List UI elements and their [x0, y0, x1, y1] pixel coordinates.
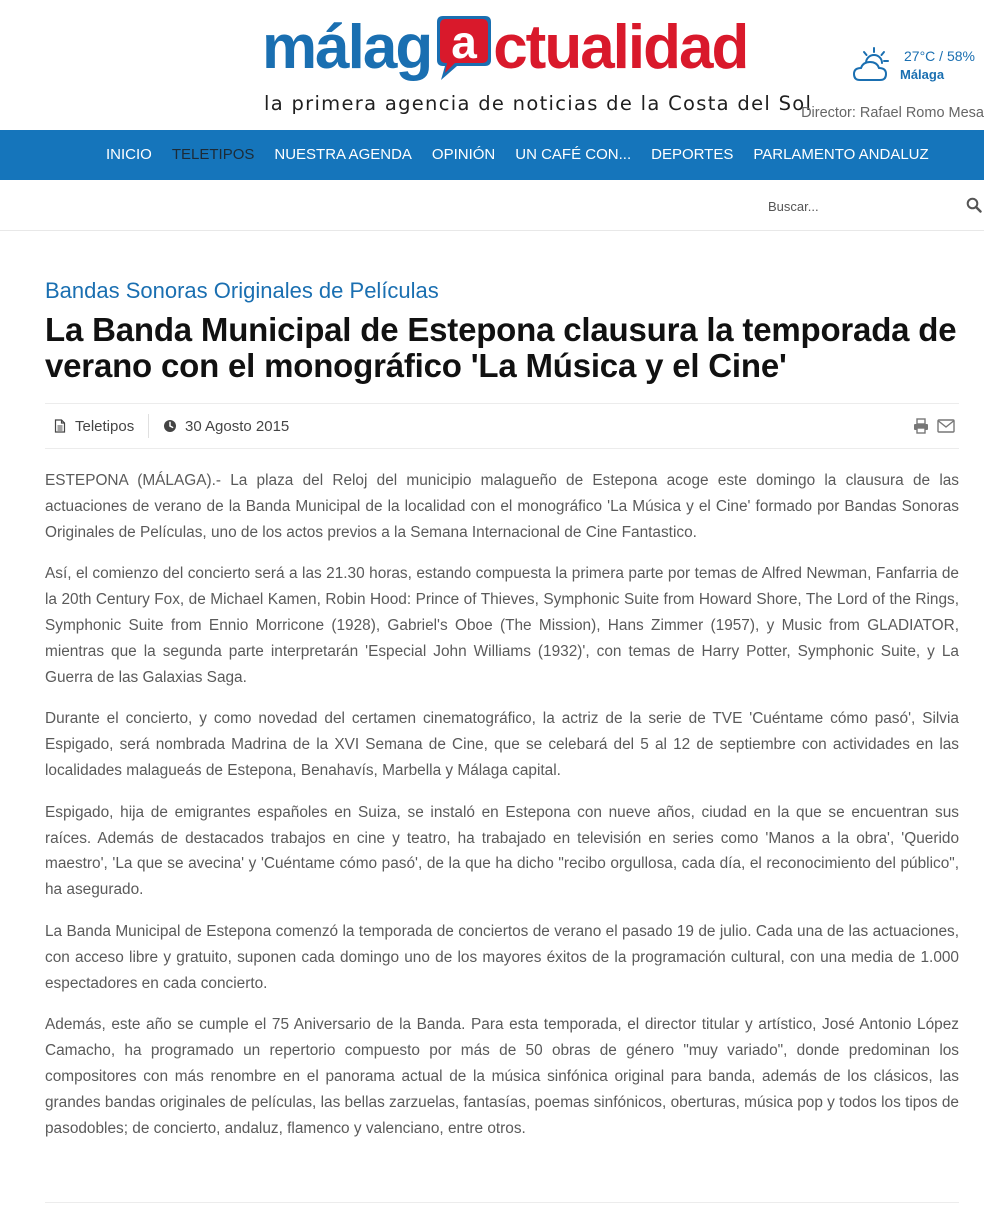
logo-text-actualidad: ctualidad: [493, 13, 748, 82]
nav-list: [96, 130, 939, 180]
article-date-label: 30 Agosto 2015: [185, 417, 290, 435]
print-icon[interactable]: [913, 418, 929, 434]
weather-city: Málaga: [900, 67, 945, 82]
logo-wordmark: [262, 8, 747, 88]
article-paragraph: Durante el concierto, y como novedad del certamen cinematográfico, la actriz de la serie de TVE 'Cuéntame cómo pasó', Silvia Espigado, será nombrada Madrina de la XVI Semana de Cine, que se celebará del 5 al 12 de septiembre con actividades en las localidades malagueás de Estepona, Benahavís, Marbella y Málaga capital.: [45, 710, 959, 779]
weather-temperature: 27°C / 58%: [904, 48, 975, 64]
article-body: [45, 468, 959, 1157]
email-icon[interactable]: [937, 418, 955, 434]
nav-item-deportes[interactable]: DEPORTES: [651, 146, 734, 163]
article-kicker: Bandas Sonoras Originales de Películas: [45, 278, 439, 303]
article-paragraph: ESTEPONA (MÁLAGA).- La plaza del Reloj del municipio malagueño de Estepona acoge este domingo la clausura de las actuaciones de verano de la Banda Municipal de la localidad con el monográfico 'La Música y el Cine' formado por Bandas Sonoras Originales de Películas, uno de los actos previos a la Semana Internacional de Cine Fantastico.: [45, 472, 959, 541]
main-nav: [0, 130, 984, 180]
document-icon: [53, 419, 67, 433]
article-title: La Banda Municipal de Estepona clausura la temporada de verano con el monográfico 'La Música y el Cine': [45, 311, 957, 384]
site-logo[interactable]: [262, 8, 813, 118]
svg-text:a: a: [451, 16, 477, 68]
nav-item-opinion[interactable]: OPINIÓN: [431, 146, 496, 163]
article-category-label: Teletipos: [75, 417, 135, 435]
logo-text-malaga: málag: [262, 13, 432, 82]
nav-item-nuestra-agenda[interactable]: NUESTRA AGENDA: [274, 146, 412, 163]
nav-item-un-cafe-con[interactable]: UN CAFÉ CON...: [515, 146, 632, 163]
nav-item-teletipos[interactable]: TELETIPOS: [171, 146, 255, 163]
article-paragraph: Así, el comienzo del concierto será a las 21.30 horas, estando compuesta la primera parte por temas de Alfred Newman, Fanfarria de la 20th Century Fox, de Michael Kamen, Robin Hood: Prince of Thieves, Symphonic Suite from Howard Shore, The Lord of the Rings, Symphonic Suite from Ennio Morricone (1928), Gabriel's Oboe (The Mission), Hans Zimmer (1957), y Music from GLADIATOR, mientras que la segunda parte interpretarán 'Especial John Williams (1932)', con temas de Harry Potter, Symphonic Suite, y La Guerra de las Galaxias Saga.: [45, 565, 959, 686]
article-meta: [45, 403, 959, 449]
article-paragraph: La Banda Municipal de Estepona comenzó la temporada de conciertos de verano el pasado 19 de julio. Cada una de las actuaciones, con acceso libre y gratuito, suponen cada domingo uno de los mayores éxitos de la programación cultural, con una media de 1.000 espectadores en cada concierto.: [45, 922, 959, 992]
article-paragraph: Además, este año se cumple el 75 Aniversario de la Banda. Para esta temporada, el director titular y artístico, José Antonio López Camacho, ha programado un repertorio compuesto por más de 50 obras de género "muy variado", donde predominan los compositores con más renombre en el panorama actual de la música sinfónica original para banda, además de los clásicos, las grandes bandas originales de películas, las bellas zarzuelas, fantasías, poemas sinfónicos, oberturas, música pop y todos los tipos de pasodobles; de concierto, andaluz, flamenco y valenciano, entre otros.: [45, 1016, 959, 1137]
search-input[interactable]: [760, 193, 960, 219]
cloud-sun-icon: [852, 46, 890, 86]
article-category[interactable]: [53, 404, 134, 448]
nav-item-parlamento-andaluz[interactable]: PARLAMENTO ANDALUZ: [753, 146, 929, 163]
logo-speech-bubble-icon: [431, 12, 493, 84]
nav-item-inicio[interactable]: INICIO: [106, 146, 152, 163]
site-header: [0, 0, 984, 130]
director-credit: Director: Rafael Romo Mesa: [801, 105, 984, 121]
search-icon[interactable]: [966, 197, 982, 213]
site-tagline: la primera agencia de noticias de la Costa del Sol: [264, 92, 813, 115]
clock-icon: [163, 419, 177, 433]
article-date: [163, 404, 289, 448]
weather-widget: [852, 44, 984, 90]
article-bottom-divider: [45, 1202, 959, 1203]
article-paragraph: Espigado, hija de emigrantes españoles en Suiza, se instaló en Estepona con nueve años, ciudad en la que se encuentran sus raíces. Además de destacados trabajos en cine y teatro, ha trabajado en televisión en series como 'Manos a la obra', 'Querido maestro', 'La que se avecina' y 'Cuéntame cómo pasó', de la que ha dicho "recibo orgullosa, cada día, el reconocimiento del público", ha asegurado.: [45, 803, 959, 899]
search-bar: [0, 180, 984, 231]
meta-divider: [148, 414, 149, 438]
